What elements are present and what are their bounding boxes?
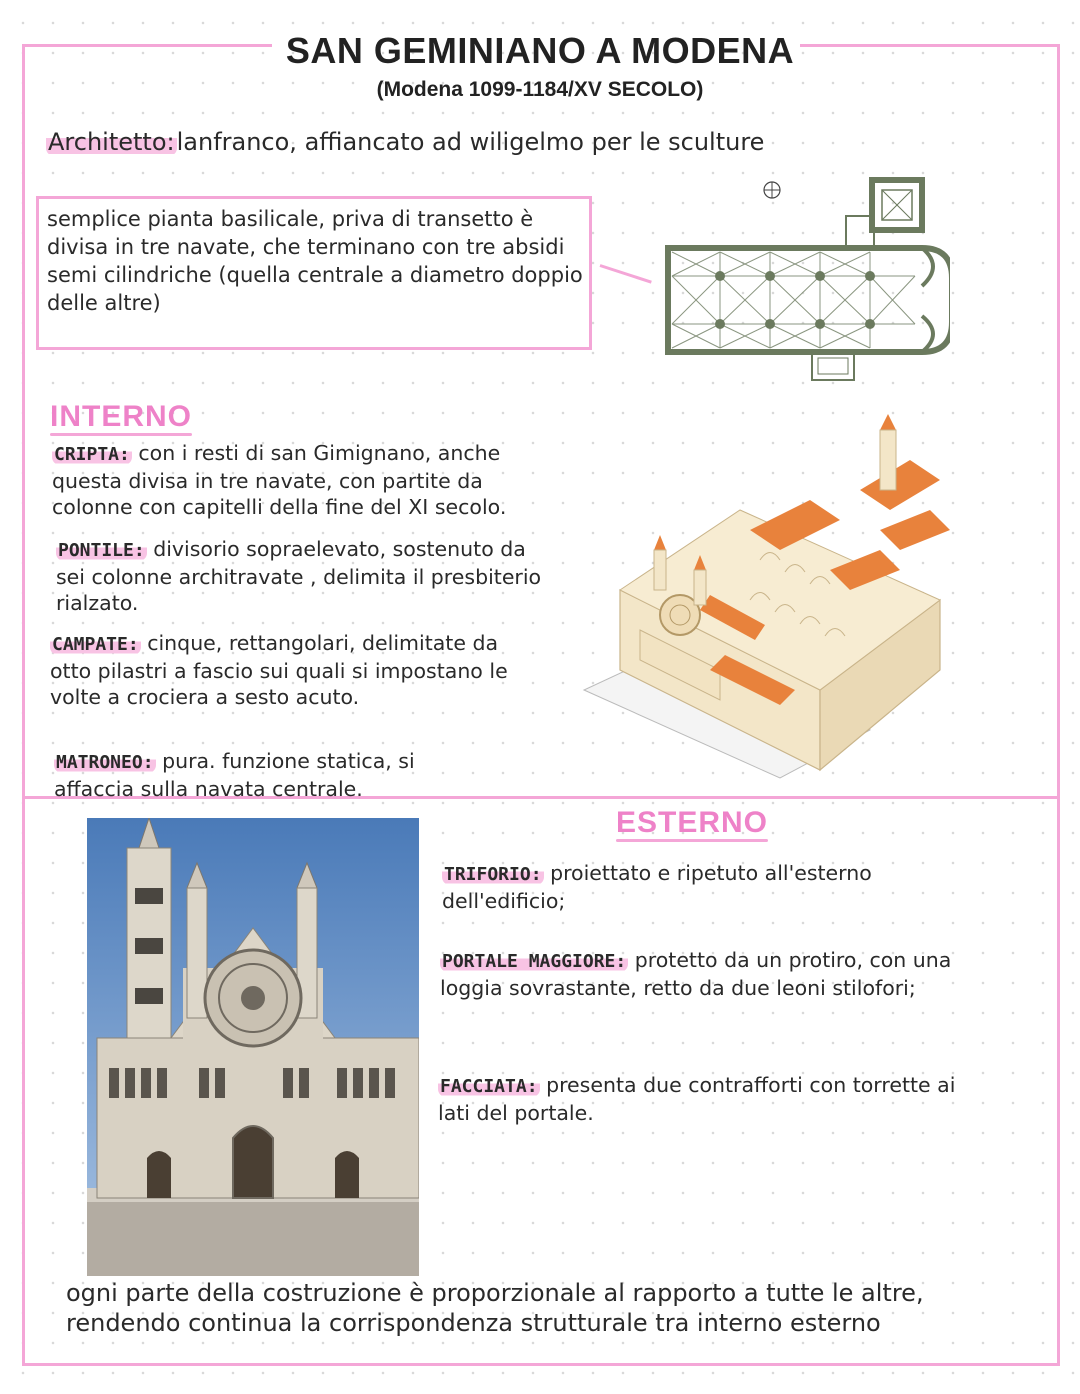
interior-item-cripta: [52, 440, 542, 520]
interior-item-label: CAMPATE:: [52, 634, 139, 655]
interior-item-pontile: [56, 536, 556, 616]
page-title: SAN GEMINIANO A MODENA: [285, 30, 795, 71]
connector-line: [600, 264, 652, 284]
frame-border-top-left: [22, 44, 272, 47]
frame-border-left: [22, 44, 25, 1366]
exterior-item-text: proiettato e ripetuto all'esterno dell'edificio;: [442, 861, 872, 913]
exterior-item-text: presenta due contrafforti con torrette ai lati del portale.: [438, 1073, 956, 1125]
exterior-item-label: FACCIATA:: [440, 1076, 538, 1097]
interior-item-text: cinque, rettangolari, delimitate da otto pilastri a fascio sui quali si impostano le volte a crociera a sesto acuto.: [50, 631, 508, 709]
exterior-item-text: protetto da un protiro, con una loggia sovrastante, retto da due leoni stilofori;: [440, 948, 952, 1000]
floor-plan-image: [660, 176, 950, 386]
exterior-heading: ESTERNO: [616, 806, 769, 839]
interior-item-matroneo: [54, 748, 474, 802]
axonometric-section-image: [580, 400, 980, 780]
architect-text: lanfranco, affiancato ad wiligelmo per le sculture: [176, 128, 765, 156]
exterior-item-facciata: [438, 1072, 958, 1126]
interior-item-text: con i resti di san Gimignano, anche questa divisa in tre navate, con partite da colonne con capitelli della fine del XI secolo.: [52, 441, 507, 519]
interior-item-text: pura. funzione statica, si affaccia sulla navata centrale.: [54, 749, 415, 801]
exterior-item-portale: [440, 947, 1000, 1001]
plan-description: semplice pianta basilicale, priva di transetto è divisa in tre navate, che terminano con tre absidi semi cilindriche (quella centrale a diametro doppio delle altre): [47, 207, 583, 315]
compass-rose-icon: [764, 182, 780, 198]
interior-item-campate: [50, 630, 520, 710]
plan-description-box: [36, 196, 592, 350]
interior-heading: INTERNO: [50, 400, 192, 433]
frame-border-right: [1057, 44, 1060, 1366]
page-subtitle: (Modena 1099-1184/XV SECOLO): [376, 78, 704, 101]
interior-item-label: CRIPTA:: [54, 444, 130, 465]
interior-item-text: divisorio sopraelevato, sostenuto da sei colonne architravate , delimita il presbiterio rialzato.: [56, 537, 542, 615]
frame-border-top-right: [800, 44, 1060, 47]
exterior-item-label: PORTALE MAGGIORE:: [442, 951, 627, 972]
architect-line: [46, 128, 764, 156]
facade-photo: [87, 818, 419, 1276]
exterior-item-label: TRIFORIO:: [444, 864, 542, 885]
frame-border-bottom: [22, 1363, 1060, 1366]
architect-label: Architetto:: [48, 128, 175, 156]
exterior-item-triforio: [442, 860, 962, 914]
interior-item-label: PONTILE:: [58, 540, 145, 561]
interior-item-label: MATRONEO:: [56, 752, 154, 773]
conclusion-text: ogni parte della costruzione è proporzionale al rapporto a tutte le altre, rendendo continua la corrispondenza strutturale tra interno esterno: [66, 1279, 924, 1337]
